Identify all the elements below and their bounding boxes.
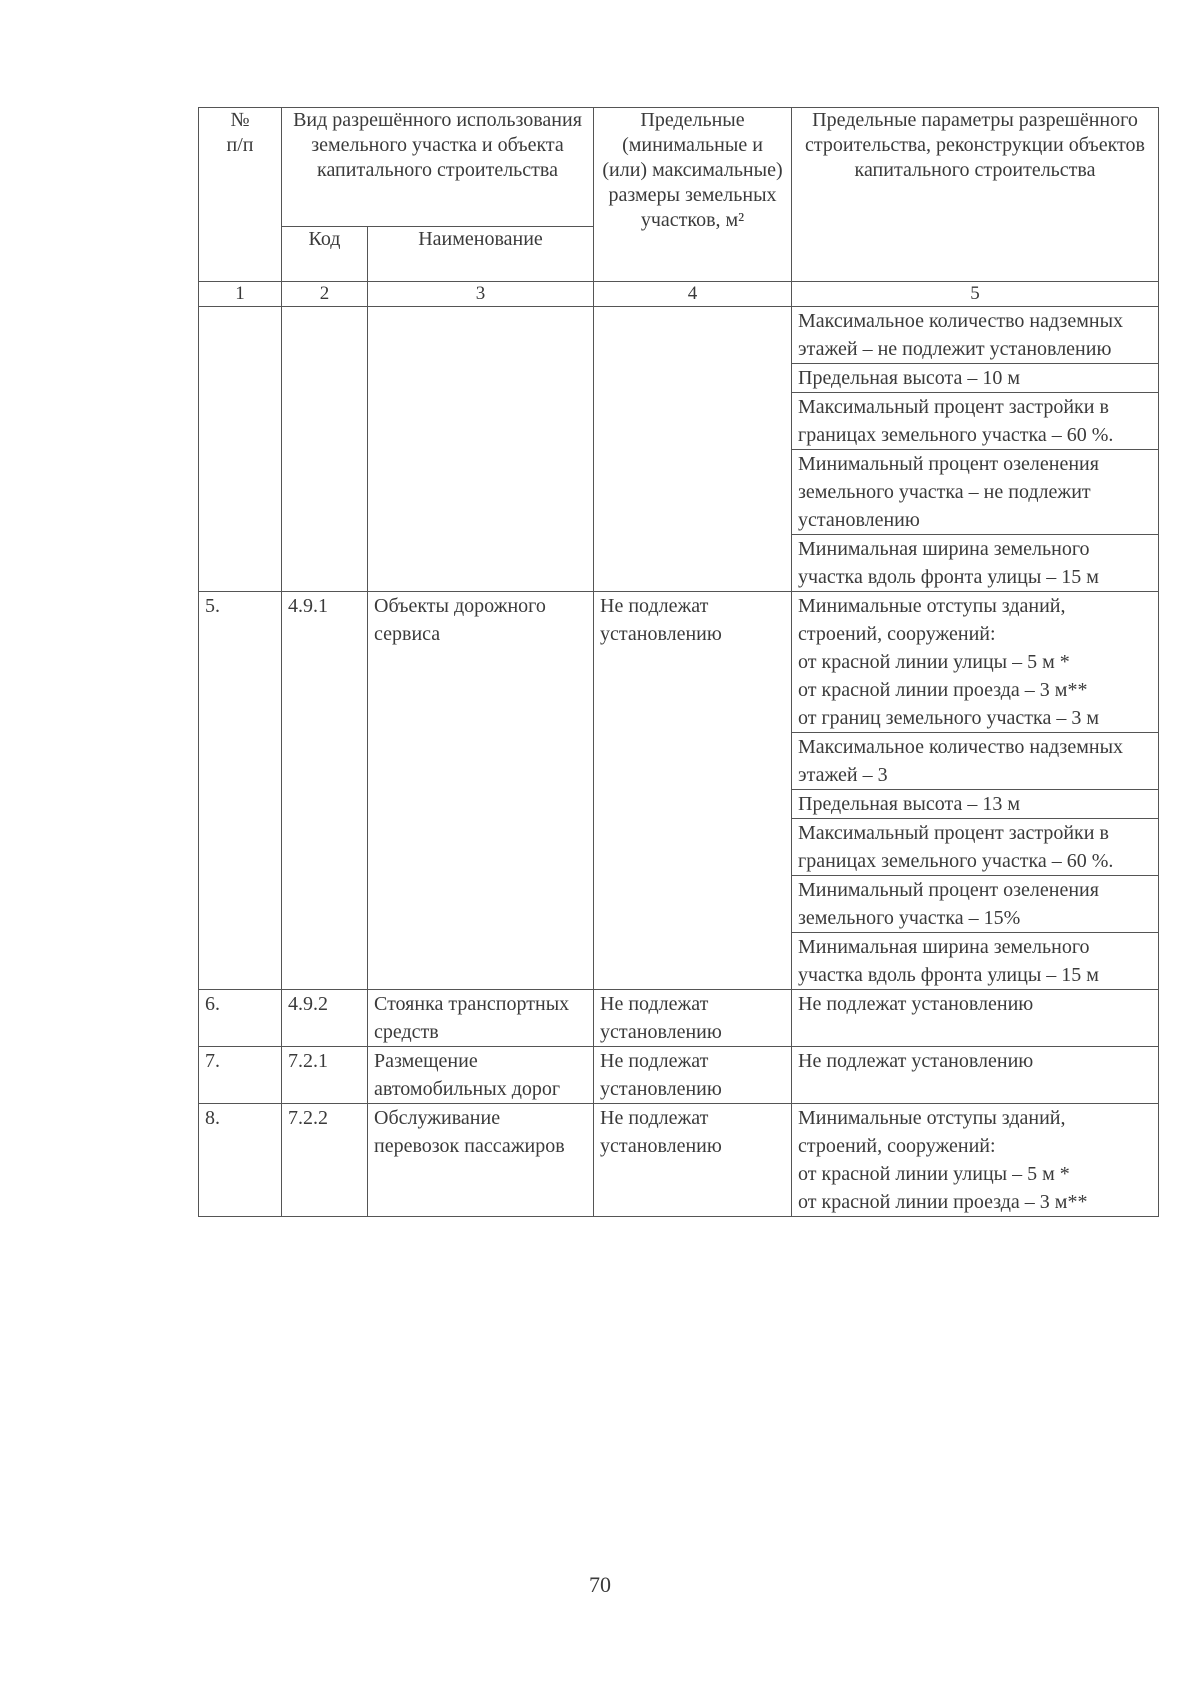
empty-cell <box>199 307 282 592</box>
row-name: Стоянка транспортных средств <box>368 990 594 1047</box>
row-size: Не подлежат установлению <box>594 592 792 990</box>
row-number: 5. <box>199 592 282 990</box>
param-cell: Не подлежат установлению <box>792 990 1159 1047</box>
column-number: 3 <box>368 282 594 307</box>
param-cell <box>792 1104 1159 1217</box>
table-row <box>199 1047 1159 1104</box>
column-number: 2 <box>282 282 368 307</box>
param-cell: Предельная высота – 10 м <box>792 364 1159 393</box>
param-cell: Минимальная ширина земельного участка вдоль фронта улицы – 15 м <box>792 933 1159 990</box>
row-name: Объекты дорожного сервиса <box>368 592 594 990</box>
empty-cell <box>282 307 368 592</box>
row-number: 7. <box>199 1047 282 1104</box>
param-cell: Минимальный процент озеленения земельного участка – не подлежит установлению <box>792 450 1159 535</box>
header-row <box>199 108 1159 227</box>
param-cell: Максимальное количество надземных этажей – не подлежит установлению <box>792 307 1159 364</box>
row-number: 8. <box>199 1104 282 1217</box>
param-text: Минимальные отступы зданий, строений, сооружений: от красной линии улицы – 5 м * от красной линии проезда – 3 м** от границ земельного участка – 3 м <box>798 595 1099 729</box>
row-code: 7.2.1 <box>282 1047 368 1104</box>
column-number: 5 <box>792 282 1159 307</box>
param-cell: Минимальная ширина земельного участка вдоль фронта улицы – 15 м <box>792 535 1159 592</box>
column-number: 4 <box>594 282 792 307</box>
empty-cell <box>368 307 594 592</box>
header-use-type: Вид разрешённого использования земельного участка и объекта капитального строительства <box>282 108 594 227</box>
param-cell: Максимальное количество надземных этажей – 3 <box>792 733 1159 790</box>
header-number: № п/п <box>199 108 282 282</box>
table-row <box>199 592 1159 733</box>
row-number: 6. <box>199 990 282 1047</box>
row-size: Не подлежат установлению <box>594 990 792 1047</box>
row-name: Размещение автомобильных дорог <box>368 1047 594 1104</box>
row-size: Не подлежат установлению <box>594 1047 792 1104</box>
param-cell <box>792 592 1159 733</box>
table-row <box>199 990 1159 1047</box>
row-code: 4.9.2 <box>282 990 368 1047</box>
header-code: Код <box>282 227 368 282</box>
column-number: 1 <box>199 282 282 307</box>
param-cell: Минимальный процент озеленения земельного участка – 15% <box>792 876 1159 933</box>
empty-cell <box>594 307 792 592</box>
param-text: Минимальные отступы зданий, строений, сооружений: от красной линии улицы – 5 м * от красной линии проезда – 3 м** <box>798 1107 1088 1213</box>
row-size: Не подлежат установлению <box>594 1104 792 1217</box>
table-row <box>199 307 1159 364</box>
param-cell: Не подлежат установлению <box>792 1047 1159 1104</box>
header-sizes: Предельные (минимальные и (или) максимальные) размеры земельных участков, м² <box>594 108 792 282</box>
column-number-row <box>199 282 1159 307</box>
row-code: 7.2.2 <box>282 1104 368 1217</box>
header-name: Наименование <box>368 227 594 282</box>
param-cell: Максимальный процент застройки в границах земельного участка – 60 %. <box>792 393 1159 450</box>
land-use-table <box>198 107 1159 1217</box>
table-row <box>199 1104 1159 1217</box>
row-name: Обслуживание перевозок пассажиров <box>368 1104 594 1217</box>
row-code: 4.9.1 <box>282 592 368 990</box>
param-cell: Максимальный процент застройки в границах земельного участка – 60 %. <box>792 819 1159 876</box>
page-number: 70 <box>589 1572 611 1597</box>
header-params: Предельные параметры разрешённого строительства, реконструкции объектов капитального строительства <box>792 108 1159 282</box>
param-cell: Предельная высота – 13 м <box>792 790 1159 819</box>
